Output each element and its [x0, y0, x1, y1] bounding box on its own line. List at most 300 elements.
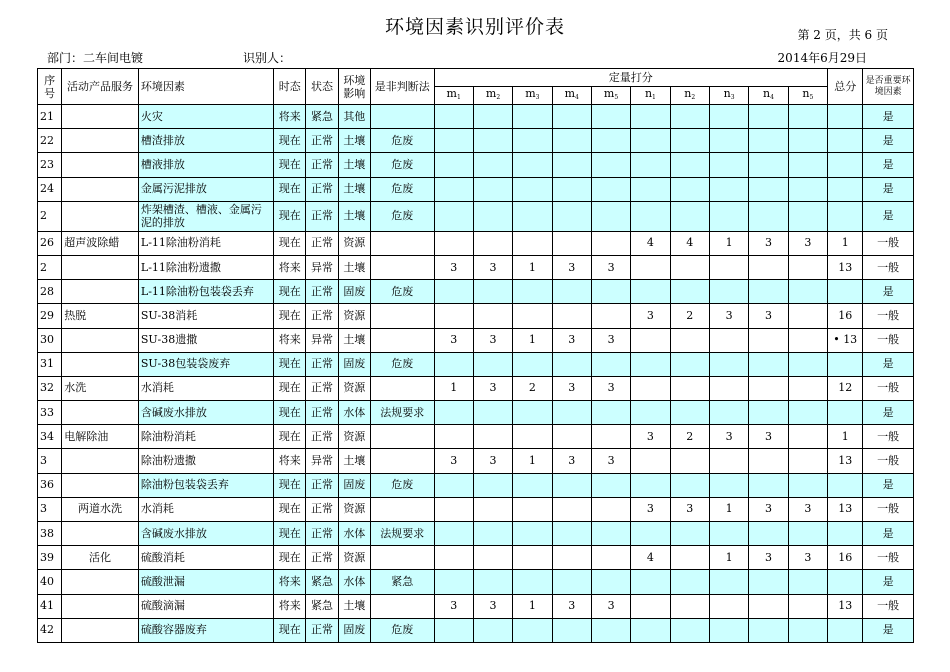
cell-n1: 4 — [631, 231, 670, 255]
cell-m3 — [513, 352, 552, 376]
cell-n1 — [631, 570, 670, 594]
cell-m2 — [473, 570, 512, 594]
cell-n3 — [709, 280, 748, 304]
cell-m2 — [473, 105, 512, 129]
cell-tense: 现在 — [274, 201, 306, 231]
cell-n4 — [749, 522, 788, 546]
cell-important: 是 — [863, 129, 914, 153]
cell-factor: 硫酸滴漏 — [138, 594, 273, 618]
cell-factor: SU-38包装袋废弃 — [138, 352, 273, 376]
cell-no: 3 — [38, 449, 62, 473]
cell-judge: 危废 — [370, 129, 434, 153]
cell-activity: 热脱 — [62, 304, 139, 328]
cell-n1 — [631, 177, 670, 201]
cell-n1 — [631, 201, 670, 231]
header-state: 状态 — [306, 69, 338, 105]
cell-n5 — [788, 594, 827, 618]
cell-state: 异常 — [306, 255, 338, 279]
cell-activity — [62, 129, 139, 153]
cell-impact: 固废 — [338, 352, 370, 376]
cell-total — [828, 177, 863, 201]
cell-total: 13 — [828, 255, 863, 279]
cell-state: 正常 — [306, 304, 338, 328]
cell-n2 — [670, 201, 709, 231]
header-m3: $m_3$ — [513, 87, 552, 105]
cell-m3 — [513, 280, 552, 304]
cell-judge: 危废 — [370, 201, 434, 231]
cell-impact: 资源 — [338, 497, 370, 521]
cell-m3: 1 — [513, 328, 552, 352]
cell-n1 — [631, 376, 670, 400]
table-row — [38, 231, 914, 255]
cell-n3 — [709, 255, 748, 279]
cell-m2: 3 — [473, 449, 512, 473]
cell-tense: 现在 — [274, 376, 306, 400]
cell-m4 — [552, 546, 591, 570]
cell-n5 — [788, 570, 827, 594]
cell-state: 正常 — [306, 425, 338, 449]
cell-n4: 3 — [749, 304, 788, 328]
cell-activity — [62, 401, 139, 425]
cell-important: 是 — [863, 522, 914, 546]
cell-total — [828, 473, 863, 497]
cell-m2 — [473, 473, 512, 497]
cell-judge: 法规要求 — [370, 401, 434, 425]
cell-m5 — [591, 129, 630, 153]
cell-no: 34 — [38, 425, 62, 449]
cell-judge — [370, 546, 434, 570]
cell-m5: 3 — [591, 255, 630, 279]
cell-judge — [370, 105, 434, 129]
cell-m3: 1 — [513, 449, 552, 473]
cell-activity — [62, 201, 139, 231]
cell-important: 是 — [863, 177, 914, 201]
cell-important: 是 — [863, 105, 914, 129]
cell-tense: 现在 — [274, 280, 306, 304]
header-n5: $n_5$ — [788, 87, 827, 105]
cell-important: 是 — [863, 153, 914, 177]
cell-factor: 水消耗 — [138, 376, 273, 400]
cell-m3: 1 — [513, 255, 552, 279]
cell-tense: 将来 — [274, 255, 306, 279]
cell-n4 — [749, 401, 788, 425]
cell-m4: 3 — [552, 594, 591, 618]
cell-factor: 金属污泥排放 — [138, 177, 273, 201]
cell-m3 — [513, 231, 552, 255]
header-tense: 时态 — [274, 69, 306, 105]
cell-state: 正常 — [306, 129, 338, 153]
cell-impact: 土壤 — [338, 177, 370, 201]
cell-impact: 土壤 — [338, 255, 370, 279]
cell-n5: 3 — [788, 497, 827, 521]
cell-impact: 固废 — [338, 618, 370, 642]
department-label: 部门：二车间电镀 — [47, 51, 144, 65]
cell-n4 — [749, 473, 788, 497]
cell-m5 — [591, 153, 630, 177]
cell-m1 — [434, 201, 473, 231]
table-row — [38, 201, 914, 231]
cell-factor: 除油粉包装袋丢弃 — [138, 473, 273, 497]
cell-n2: 4 — [670, 231, 709, 255]
cell-n4 — [749, 618, 788, 642]
cell-total: 16 — [828, 304, 863, 328]
cell-m3 — [513, 401, 552, 425]
cell-m3 — [513, 201, 552, 231]
cell-m2: 3 — [473, 594, 512, 618]
cell-n1 — [631, 352, 670, 376]
cell-m3 — [513, 425, 552, 449]
cell-n1 — [631, 449, 670, 473]
cell-n2 — [670, 177, 709, 201]
cell-m5 — [591, 231, 630, 255]
cell-n3 — [709, 177, 748, 201]
cell-impact: 资源 — [338, 425, 370, 449]
cell-m4 — [552, 231, 591, 255]
table-row — [38, 376, 914, 400]
cell-n1 — [631, 105, 670, 129]
cell-n2 — [670, 129, 709, 153]
cell-tense: 将来 — [274, 570, 306, 594]
cell-no: 42 — [38, 618, 62, 642]
cell-total — [828, 401, 863, 425]
cell-no: 32 — [38, 376, 62, 400]
cell-m5 — [591, 105, 630, 129]
cell-factor: 含碱废水排放 — [138, 401, 273, 425]
table-row — [38, 177, 914, 201]
cell-m2 — [473, 129, 512, 153]
cell-n4 — [749, 105, 788, 129]
header-m2: $m_2$ — [473, 87, 512, 105]
cell-total — [828, 618, 863, 642]
cell-m5: 3 — [591, 328, 630, 352]
header-judge: 是非判断法 — [370, 69, 434, 105]
cell-n4 — [749, 201, 788, 231]
cell-m5 — [591, 522, 630, 546]
cell-m5: 3 — [591, 449, 630, 473]
header-factor: 环境因素 — [138, 69, 273, 105]
cell-n4 — [749, 352, 788, 376]
table-row — [38, 401, 914, 425]
cell-n1 — [631, 153, 670, 177]
table-row — [38, 153, 914, 177]
cell-no: 21 — [38, 105, 62, 129]
cell-total — [828, 153, 863, 177]
cell-factor: 槽液排放 — [138, 153, 273, 177]
cell-m1 — [434, 352, 473, 376]
cell-n1 — [631, 401, 670, 425]
cell-state: 正常 — [306, 352, 338, 376]
cell-total: 13 — [828, 594, 863, 618]
cell-tense: 现在 — [274, 304, 306, 328]
cell-m1 — [434, 546, 473, 570]
cell-activity: 电解除油 — [62, 425, 139, 449]
cell-impact: 土壤 — [338, 201, 370, 231]
cell-state: 正常 — [306, 473, 338, 497]
cell-impact: 资源 — [338, 231, 370, 255]
cell-n5 — [788, 425, 827, 449]
cell-n1 — [631, 328, 670, 352]
cell-total — [828, 352, 863, 376]
date-label: 2014年6月29日 — [777, 51, 867, 65]
cell-m2 — [473, 352, 512, 376]
cell-tense: 现在 — [274, 497, 306, 521]
cell-tense: 将来 — [274, 105, 306, 129]
cell-n2 — [670, 153, 709, 177]
cell-n3 — [709, 618, 748, 642]
cell-impact: 其他 — [338, 105, 370, 129]
cell-tense: 现在 — [274, 618, 306, 642]
cell-state: 正常 — [306, 401, 338, 425]
cell-no: 2 — [38, 255, 62, 279]
cell-no: 22 — [38, 129, 62, 153]
cell-m4 — [552, 473, 591, 497]
cell-judge: 危废 — [370, 473, 434, 497]
cell-n4 — [749, 255, 788, 279]
cell-n2 — [670, 618, 709, 642]
cell-n3 — [709, 522, 748, 546]
cell-factor: 火灾 — [138, 105, 273, 129]
cell-n2 — [670, 376, 709, 400]
header-n2: $n_2$ — [670, 87, 709, 105]
cell-m3 — [513, 177, 552, 201]
cell-impact: 固废 — [338, 280, 370, 304]
cell-tense: 现在 — [274, 231, 306, 255]
cell-total: 1 — [828, 425, 863, 449]
cell-n1 — [631, 522, 670, 546]
cell-m5 — [591, 497, 630, 521]
evaluation-table — [37, 68, 914, 643]
cell-m4 — [552, 129, 591, 153]
cell-m1 — [434, 304, 473, 328]
cell-m3 — [513, 522, 552, 546]
cell-m5 — [591, 425, 630, 449]
cell-m4: 3 — [552, 328, 591, 352]
cell-m1: 3 — [434, 328, 473, 352]
cell-m5 — [591, 546, 630, 570]
cell-m4 — [552, 105, 591, 129]
cell-m1 — [434, 231, 473, 255]
cell-no: 39 — [38, 546, 62, 570]
cell-n1: 4 — [631, 546, 670, 570]
cell-n3 — [709, 105, 748, 129]
cell-n4 — [749, 280, 788, 304]
cell-important: 一般 — [863, 255, 914, 279]
table-row — [38, 352, 914, 376]
cell-m2 — [473, 231, 512, 255]
cell-activity — [62, 105, 139, 129]
cell-state: 正常 — [306, 618, 338, 642]
cell-m3 — [513, 497, 552, 521]
cell-total — [828, 522, 863, 546]
cell-state: 正常 — [306, 153, 338, 177]
cell-m4: 3 — [552, 255, 591, 279]
cell-n2 — [670, 449, 709, 473]
cell-m4 — [552, 304, 591, 328]
header-n1: $n_1$ — [631, 87, 670, 105]
header-important: 是否重要环境因素 — [863, 69, 914, 105]
cell-activity: 超声波除蜡 — [62, 231, 139, 255]
header-m1: $m_1$ — [434, 87, 473, 105]
cell-activity — [62, 255, 139, 279]
cell-n3: 3 — [709, 425, 748, 449]
cell-important: 是 — [863, 618, 914, 642]
cell-no: 41 — [38, 594, 62, 618]
cell-judge — [370, 304, 434, 328]
cell-m3 — [513, 618, 552, 642]
cell-n4 — [749, 129, 788, 153]
cell-m4 — [552, 401, 591, 425]
cell-total: 16 — [828, 546, 863, 570]
cell-m4 — [552, 280, 591, 304]
cell-n5 — [788, 328, 827, 352]
table-row — [38, 594, 914, 618]
cell-activity — [62, 153, 139, 177]
cell-m3: 2 — [513, 376, 552, 400]
cell-factor: 水消耗 — [138, 497, 273, 521]
cell-no: 40 — [38, 570, 62, 594]
cell-n3 — [709, 129, 748, 153]
cell-m2 — [473, 280, 512, 304]
header-activity: 活动产品服务 — [62, 69, 139, 105]
cell-m1 — [434, 401, 473, 425]
cell-m5 — [591, 280, 630, 304]
cell-m4 — [552, 522, 591, 546]
cell-m4 — [552, 425, 591, 449]
cell-m4 — [552, 153, 591, 177]
cell-important: 一般 — [863, 231, 914, 255]
table-row — [38, 546, 914, 570]
cell-n3: 1 — [709, 546, 748, 570]
cell-judge — [370, 449, 434, 473]
cell-n5: 3 — [788, 231, 827, 255]
cell-total — [828, 201, 863, 231]
cell-n2 — [670, 570, 709, 594]
cell-m5 — [591, 177, 630, 201]
cell-n3 — [709, 201, 748, 231]
cell-no: 24 — [38, 177, 62, 201]
cell-m1 — [434, 618, 473, 642]
cell-n4 — [749, 153, 788, 177]
cell-n2 — [670, 280, 709, 304]
cell-impact: 水体 — [338, 522, 370, 546]
cell-tense: 将来 — [274, 594, 306, 618]
cell-no: 28 — [38, 280, 62, 304]
cell-total: 12 — [828, 376, 863, 400]
table-row — [38, 473, 914, 497]
cell-no: 33 — [38, 401, 62, 425]
cell-m3: 1 — [513, 594, 552, 618]
cell-n5 — [788, 376, 827, 400]
cell-m2 — [473, 546, 512, 570]
cell-judge — [370, 255, 434, 279]
cell-n2 — [670, 473, 709, 497]
cell-m1 — [434, 177, 473, 201]
table-row — [38, 425, 914, 449]
cell-m5 — [591, 473, 630, 497]
cell-n4 — [749, 328, 788, 352]
cell-factor: 槽渣排放 — [138, 129, 273, 153]
cell-m1: 1 — [434, 376, 473, 400]
cell-m1: 3 — [434, 255, 473, 279]
cell-tense: 现在 — [274, 522, 306, 546]
cell-important: 一般 — [863, 376, 914, 400]
cell-n5 — [788, 618, 827, 642]
cell-impact: 资源 — [338, 304, 370, 328]
cell-n5 — [788, 153, 827, 177]
cell-m2: 3 — [473, 376, 512, 400]
cell-m5: 3 — [591, 376, 630, 400]
table-row — [38, 618, 914, 642]
cell-judge: 紧急 — [370, 570, 434, 594]
table-row — [38, 255, 914, 279]
cell-m1: 3 — [434, 449, 473, 473]
cell-important: 是 — [863, 352, 914, 376]
cell-m4 — [552, 201, 591, 231]
cell-n4 — [749, 570, 788, 594]
cell-factor: 炸架槽渣、槽液、金属污泥的排放 — [138, 201, 273, 231]
cell-tense: 现在 — [274, 425, 306, 449]
cell-no: 26 — [38, 231, 62, 255]
cell-state: 正常 — [306, 546, 338, 570]
table-row — [38, 449, 914, 473]
cell-judge: 危废 — [370, 177, 434, 201]
cell-important: 是 — [863, 473, 914, 497]
cell-activity — [62, 618, 139, 642]
cell-factor: 除油粉消耗 — [138, 425, 273, 449]
cell-activity — [62, 177, 139, 201]
cell-factor: SU-38消耗 — [138, 304, 273, 328]
cell-m1 — [434, 129, 473, 153]
cell-important: 一般 — [863, 449, 914, 473]
cell-m1 — [434, 473, 473, 497]
cell-n2 — [670, 594, 709, 618]
header-m5: $m_5$ — [591, 87, 630, 105]
document-title: 环境因素识别评价表 — [384, 16, 565, 38]
cell-n1: 3 — [631, 497, 670, 521]
cell-n4 — [749, 449, 788, 473]
cell-impact: 资源 — [338, 376, 370, 400]
cell-m1 — [434, 497, 473, 521]
cell-tense: 现在 — [274, 473, 306, 497]
cell-n1: 3 — [631, 425, 670, 449]
cell-m4 — [552, 352, 591, 376]
cell-judge — [370, 594, 434, 618]
cell-n2 — [670, 328, 709, 352]
cell-m2 — [473, 618, 512, 642]
cell-important: 一般 — [863, 425, 914, 449]
cell-impact: 水体 — [338, 401, 370, 425]
cell-factor: L-11除油粉遗撒 — [138, 255, 273, 279]
cell-m3 — [513, 105, 552, 129]
cell-judge: 法规要求 — [370, 522, 434, 546]
cell-m2 — [473, 201, 512, 231]
cell-n4 — [749, 594, 788, 618]
cell-no: 2 — [38, 201, 62, 231]
cell-factor: L-11除油粉包装袋丢弃 — [138, 280, 273, 304]
cell-factor: 硫酸泄漏 — [138, 570, 273, 594]
header-quant-score: 定量打分 — [434, 69, 828, 87]
cell-n2 — [670, 255, 709, 279]
cell-judge — [370, 497, 434, 521]
table-row — [38, 129, 914, 153]
cell-m2 — [473, 522, 512, 546]
cell-n1 — [631, 618, 670, 642]
cell-n3: 1 — [709, 497, 748, 521]
cell-judge — [370, 376, 434, 400]
header-n4: $n_4$ — [749, 87, 788, 105]
cell-n3 — [709, 594, 748, 618]
cell-m4 — [552, 570, 591, 594]
